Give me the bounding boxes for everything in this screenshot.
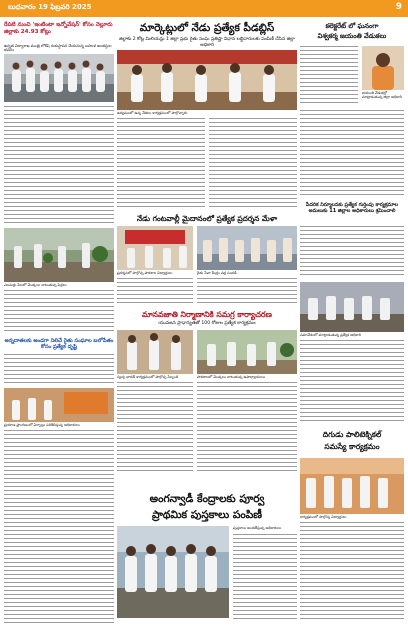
column-left (4, 20, 114, 626)
polytechnic-body (300, 522, 404, 622)
cleanliness-photo (117, 330, 193, 374)
anganwadi-photo (117, 526, 229, 618)
poverty-headline: పేదరిక నిర్మూలనకు ప్రత్యేక గుర్తింపు కార్యక్రమాల అమలుకు 11 జిల్లాల అధికారులు శ్రమించాలి (305, 202, 399, 215)
crowd-photo (197, 226, 297, 270)
tree-planting-photo (4, 228, 114, 282)
polytechnic-headline-line1: దిగుడు పాలిటెక్నికల్ (322, 430, 382, 439)
development-headline: మానవజాతి నిర్మాణానికి సమగ్ర కార్యాచరణ (142, 310, 272, 319)
crowd-photo-caption: రైతు సేవా కేంద్రం వద్ద సందడి (197, 271, 237, 275)
market-subheadline: జిల్లాకు 2 కోట్ల మిలియన్లు 1 జిల్లా ప్రభు రైతు సంఘ ప్రతిష్టా విధాన లబ్ధిదారులకు పంపిణీ చేసిన జిల్లా అధికారి (119, 37, 295, 48)
farmer-story-body (4, 354, 114, 384)
lead-story-title: రేపటి నుంచి 'ఇంటింటా ఇన్నోవేషన్' కోసం నెల్లూరు జిల్లాకు 24.93 కోట్లు (4, 22, 113, 35)
collectorate-body (300, 110, 404, 196)
event-photo (4, 388, 114, 422)
page-number: 9 (395, 2, 402, 12)
poverty-body-top (300, 226, 404, 278)
page-header-bar (0, 0, 408, 17)
column-right (300, 20, 404, 626)
fair-story-body-left (117, 278, 193, 306)
collectorate-photo (362, 46, 404, 90)
meeting-photo-caption: సమావేశంలో మాట్లాడుతున్న ప్రత్యేక అధికారి (300, 333, 361, 337)
poverty-body (300, 340, 404, 424)
column-center (117, 20, 297, 626)
lead-story-subtitle: ఉన్నత విద్యాశాఖ మంత్రి లోకేష్ శంకుస్థాపన చేయనున్న బహుళ అంతస్తుల భవనం (4, 44, 112, 53)
fair-story-body-right (197, 278, 297, 306)
market-story-body-left (117, 118, 205, 210)
collectorate-headline-line1: కలెక్టరేట్ లో ఘనంగా (325, 22, 379, 30)
anganwadi-headline-line2: ప్రాథమిక పుస్తకాలు పంపిణీ (151, 509, 263, 521)
fair-photo (117, 226, 193, 270)
school-photo-caption: పాఠశాలలో మొక్కలు నాటుతున్న ఉపాధ్యాయులు (197, 375, 266, 379)
market-story-body-right (209, 118, 297, 210)
collectorate-photo-caption: జయంతి వేడుకల్లో మాట్లాడుతున్న జిల్లా అధికారి (362, 91, 402, 100)
market-photo-caption: ఉద్యమంలో ఉన్న నేతలు కార్యక్రమంలో పాల్గొన్నారు (117, 111, 188, 115)
polytechnic-photo (300, 458, 404, 514)
story-body-3 (4, 430, 114, 626)
development-body-right (197, 382, 297, 474)
anganwadi-headline-line1: అంగన్వాడీ కేంద్రాలకు పూర్వ (149, 493, 265, 505)
story-body-2 (4, 290, 114, 334)
cleanliness-photo-caption: స్వచ్ఛ భారత్ కార్యక్రమంలో పాల్గొన్న సిబ్బంది (117, 375, 179, 379)
development-body-left (117, 382, 193, 474)
meeting-photo (300, 282, 404, 332)
event-photo-caption: ప్రయాణ ప్రాంగణంలో ఏర్పాట్లు పరిశీలిస్తున్న అధికారులు (4, 423, 80, 427)
header-date: బుధవారం 19 ఫిబ్రవరి 2025 (8, 3, 92, 11)
anganwadi-photo-caption: పుస్తకాలు అందజేస్తున్న అధికారులు (233, 526, 282, 530)
market-headline: మార్కెట్లులో నేడు ప్రత్యేక పీడబ్లిస్ (139, 22, 275, 34)
polytechnic-photo-caption: కార్యక్రమంలో పాల్గొన్న విద్యార్థులు (300, 515, 347, 519)
market-photo (117, 50, 297, 110)
lead-story-body (4, 106, 114, 224)
development-subheadline: యువజన ప్రాధాన్యతతో 100 రోజుల ప్రత్యేక కార్యక్రమం (158, 321, 256, 326)
anganwadi-body (233, 534, 297, 620)
collectorate-body-top (300, 46, 358, 106)
collectorate-headline-line2: విశ్వకర్మ జయంతి వేడుకలు (317, 32, 387, 40)
polytechnic-headline-line2: సమస్యే కార్యక్రమం (324, 442, 380, 451)
fair-headline: నేడు గంటవాల్లీ మైదానంలో ప్రత్యేక ప్రదర్శన మేళా (136, 214, 278, 223)
fair-photo-caption: ప్రదర్శనలో పాల్గొన్న పాఠశాల విద్యార్థులు (117, 271, 173, 275)
farmer-story-headline: అన్నదాతలకు అండగా నిలిచే రైతు సంఘాల బలోపేతం కోసం ప్రత్యేక దృష్టి (4, 338, 114, 351)
school-photo (197, 330, 297, 374)
lead-photo (4, 54, 114, 102)
tree-planting-caption: ఎలమర్రు పేటలో మొక్కలు నాటుతున్న పెద్దలు (4, 283, 67, 287)
